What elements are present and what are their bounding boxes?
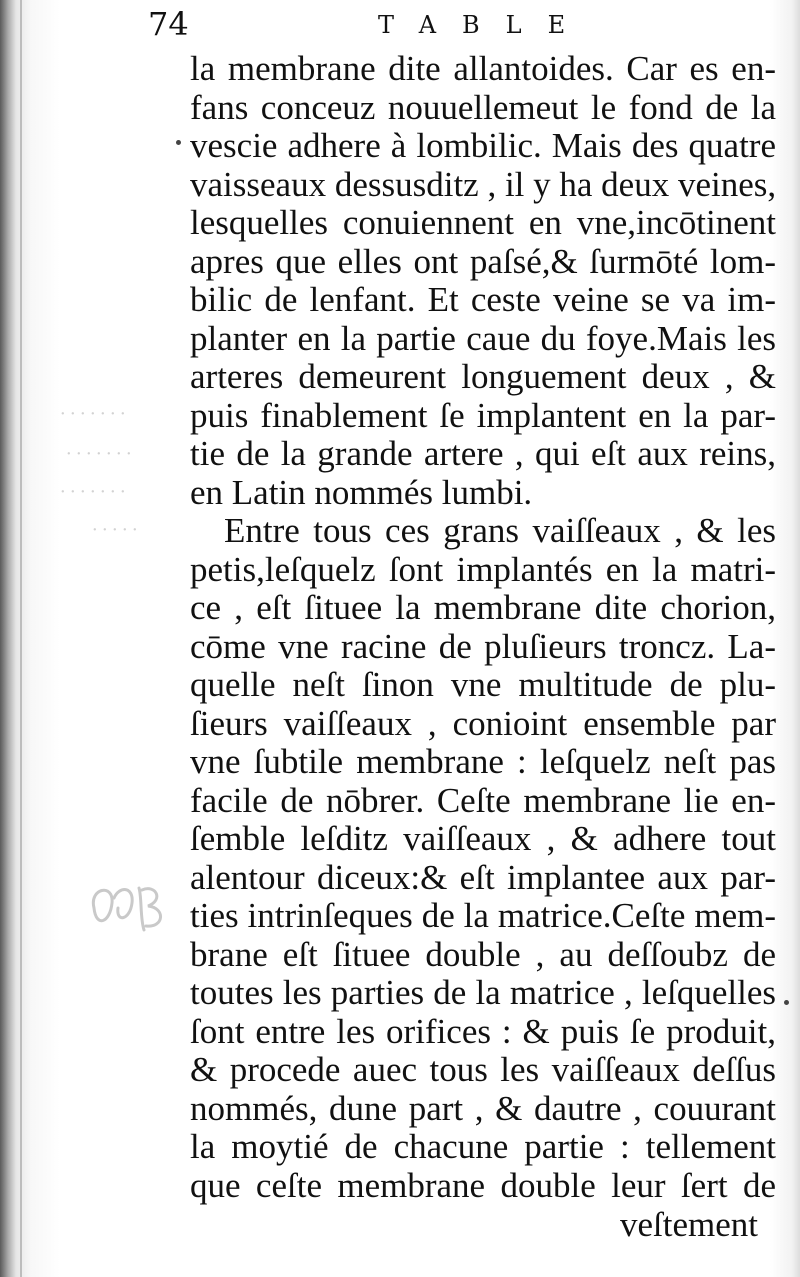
bleed-through-text: · · · · · · · (66, 443, 131, 465)
text-line: vaisseaux dessusditz , il y ha deux veines, (190, 165, 776, 204)
text-line: cōme vne racine de pluſieurs troncz. La- (190, 627, 776, 666)
text-line: vescie adhere à lombilic. Mais des quatre (190, 127, 776, 165)
margin-dot (784, 1000, 789, 1005)
text-line: arteres demeurent longuement deux , & (190, 358, 776, 396)
text-line: apres que elles ont paſsé,& ſurmōté lom- (190, 242, 776, 281)
text-line: la membrane dite allantoides. Car es en- (190, 50, 776, 88)
gutter-shadow (20, 0, 22, 1277)
text-line: la moytié de chacune partie : tellement (190, 1128, 776, 1166)
text-line: nommés, dune part , & dautre , couurant (190, 1089, 776, 1128)
text-line: planter en la partie caue du foye.Mais les (190, 319, 776, 358)
text-line: lesquelles conuiennent en vne,incōtinent (190, 204, 776, 242)
text-line: quelle neſt ſinon vne multitude de plu- (190, 666, 776, 704)
text-line: alentour diceux:& eſt implantee aux par- (190, 858, 776, 897)
text-line: que ceſte membrane double leur ſert de (190, 1166, 776, 1205)
text-line: vne ſubtile membrane : leſquelz neſt pas (190, 743, 776, 781)
handwritten-margin-mark-icon (84, 868, 174, 938)
text-line: brane eſt ſituee double , au deſſoubz de (190, 935, 776, 974)
text-line: tie de la grande artere , qui eſt aux reins, (190, 435, 776, 473)
text-line: fans conceuz nouuellemeut le fond de la (190, 88, 776, 127)
text-line: puis finablement ſe implantent en la par- (190, 396, 776, 435)
catchword: veſtement (620, 1205, 759, 1244)
margin-dot (176, 140, 181, 145)
text-line: & procede auec tous les vaiſſeaux deſſus (190, 1051, 776, 1089)
bleed-through-text: · · · · · (92, 519, 137, 541)
text-line: ſieurs vaiſſeaux , conioint ensemble par (190, 704, 776, 743)
bleed-through-text: · · · · · · · (60, 481, 125, 503)
text-line: en Latin nommés lumbi. (190, 473, 533, 512)
text-line: ce , eſt ſituee la membrane dite chorion, (190, 589, 776, 627)
text-line: ties intrinſeques de la matrice.Ceſte mem- (190, 897, 776, 935)
page-header (148, 4, 788, 46)
page-number: 74 (148, 5, 189, 43)
text-line: petis,leſquelz ſont implantés en la matri- (190, 550, 776, 589)
body-text (190, 50, 776, 1205)
text-line: facile de nōbrer. Ceſte membrane lie en- (190, 781, 776, 820)
text-line: bilic de lenfant. Et ceste veine se va im- (190, 281, 776, 319)
running-head: TABLE (378, 11, 592, 39)
text-line: ſemble leſditz vaiſſeaux , & adhere tout (190, 820, 776, 858)
text-line: ſont entre les orifices : & puis ſe produit, (190, 1012, 776, 1051)
text-line: toutes les parties de la matrice , leſquelles (190, 974, 776, 1012)
text-line: Entre tous ces grans vaiſſeaux , & les (224, 512, 776, 550)
bleed-through-text: · · · · · · · (60, 403, 125, 425)
